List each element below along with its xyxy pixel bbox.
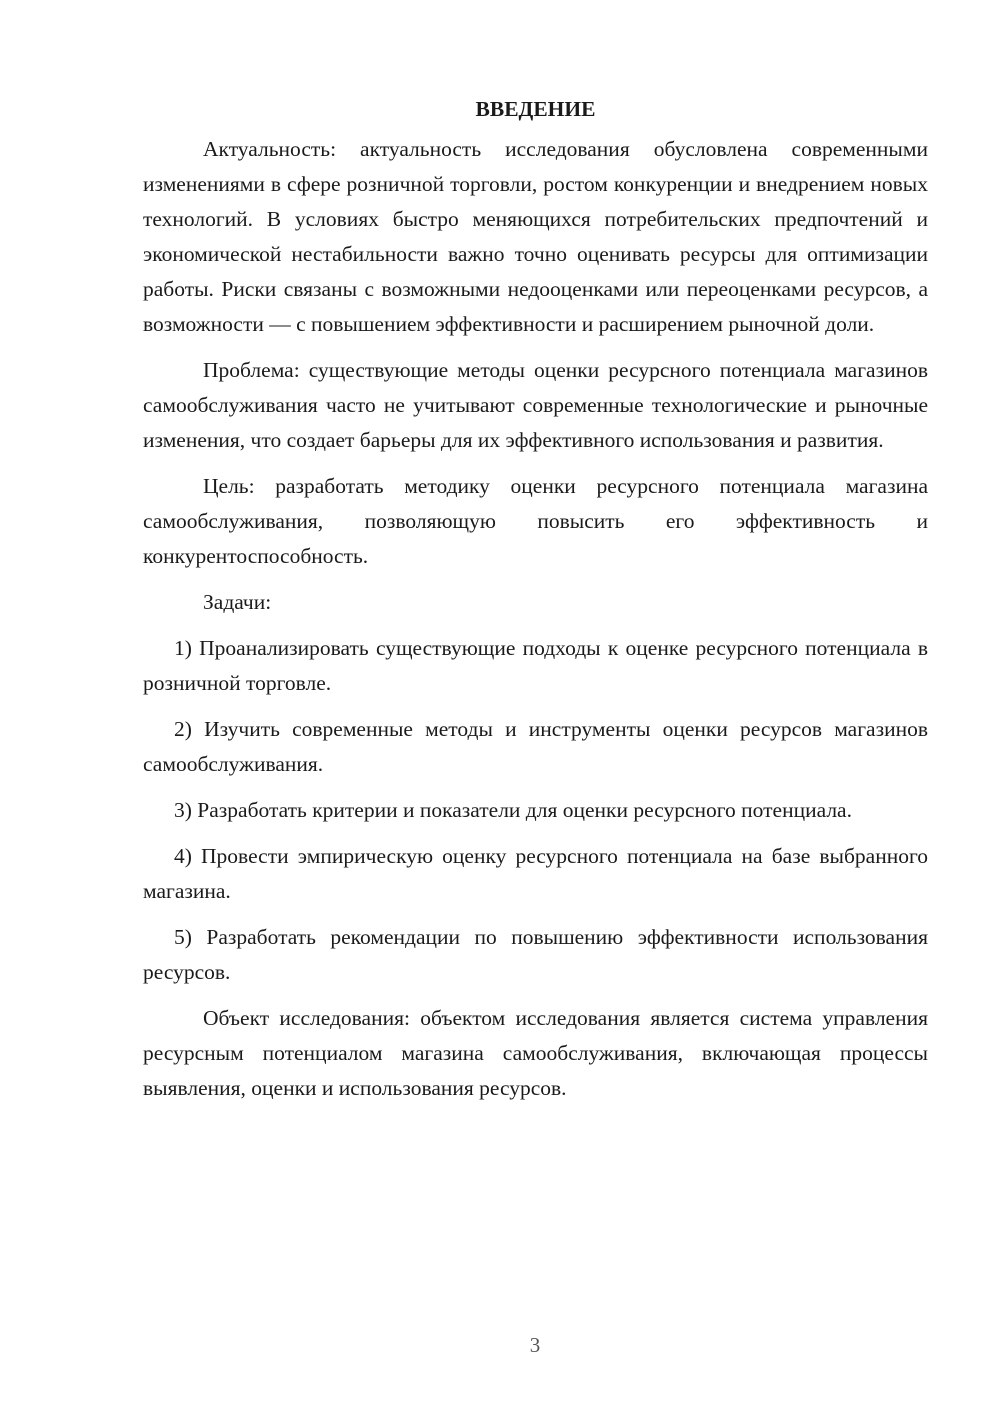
- task-item-3: 3) Разработать критерии и показатели для оценки ресурсного потенциала.: [174, 798, 852, 822]
- task-item-4: 4) Провести эмпирическую оценку ресурсного потенциала на базе выбранного магазина.: [143, 844, 928, 903]
- document-page: [143, 92, 928, 1117]
- goal-paragraph: Цель: разработать методику оценки ресурсного потенциала магазина самообслуживания, позволяющую повысить его эффективность и конкурентоспособность.: [143, 474, 928, 568]
- relevance-paragraph: Актуальность: актуальность исследования обусловлена современными изменениями в сфере розничной торговли, ростом конкуренции и внедрением новых технологий. В условиях быстро меняющихся потребительских предпочтений и экономической нестабильности важно точно оценивать ресурсы для оптимизации работы. Риски связаны с возможными недооценками или переоценками ресурсов, а возможности — с повышением эффективности и расширением рыночной доли.: [143, 137, 928, 336]
- task-item-2: 2) Изучить современные методы и инструменты оценки ресурсов магазинов самообслуживания.: [143, 717, 928, 776]
- object-paragraph: Объект исследования: объектом исследования является система управления ресурсным потенциалом магазина самообслуживания, включающая процессы выявления, оценки и использования ресурсов.: [143, 1006, 928, 1100]
- task-item-5: 5) Разработать рекомендации по повышению эффективности использования ресурсов.: [143, 925, 928, 984]
- task-item-1: 1) Проанализировать существующие подходы к оценке ресурсного потенциала в розничной торговле.: [143, 636, 928, 695]
- page-title: ВВЕДЕНИЕ: [475, 97, 596, 121]
- problem-paragraph: Проблема: существующие методы оценки ресурсного потенциала магазинов самообслуживания часто не учитывают современные технологические и рыночные изменения, что создает барьеры для их эффективного использования и развития.: [143, 358, 928, 452]
- tasks-list: [143, 631, 928, 990]
- page-number: 3: [529, 1333, 541, 1357]
- tasks-heading: Задачи:: [203, 590, 272, 614]
